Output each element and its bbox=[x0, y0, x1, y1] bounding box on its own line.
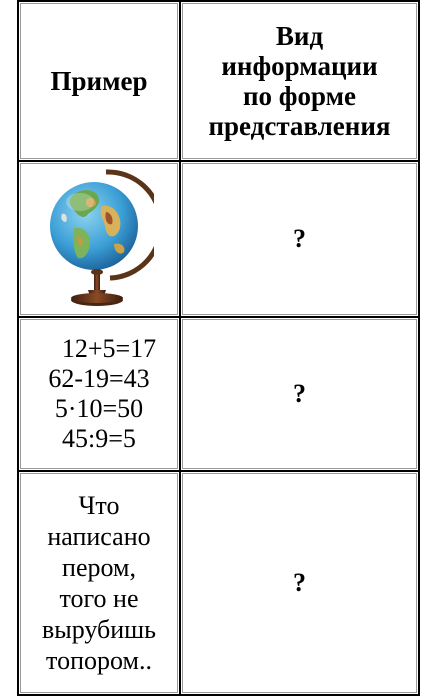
proverb-line: вырубишь bbox=[41, 615, 157, 644]
row-math-example-cell bbox=[17, 316, 181, 472]
header-type-line: представления bbox=[208, 111, 391, 141]
globe-icon bbox=[44, 166, 154, 312]
proverb-line: топором.. bbox=[46, 646, 152, 675]
proverb-line: написано bbox=[47, 522, 151, 551]
proverb-text bbox=[42, 490, 156, 676]
header-example-label: Пример bbox=[50, 66, 148, 96]
row-globe-type-cell bbox=[179, 160, 420, 318]
info-types-table bbox=[17, 0, 420, 696]
proverb-line: Что bbox=[78, 491, 120, 520]
answer-placeholder: ? bbox=[293, 379, 306, 408]
math-line: 45:9=5 bbox=[62, 424, 136, 453]
header-type-line: по форме bbox=[243, 81, 356, 111]
math-examples bbox=[42, 334, 156, 454]
proverb-line: того не bbox=[59, 584, 139, 613]
row-math-type-cell bbox=[179, 316, 420, 472]
math-line: 12+5=17 bbox=[61, 334, 157, 363]
row-proverb-example-cell bbox=[17, 470, 181, 696]
proverb-line: пером, bbox=[62, 553, 136, 582]
header-type-cell bbox=[179, 0, 420, 162]
header-example-cell bbox=[17, 0, 181, 162]
row-proverb-type-cell bbox=[179, 470, 420, 696]
header-type-line: информации bbox=[221, 51, 378, 81]
row-globe-example-cell bbox=[17, 160, 181, 318]
header-type-line: Вид bbox=[275, 21, 324, 51]
math-line: 5·10=50 bbox=[54, 394, 144, 423]
math-line: 62-19=43 bbox=[48, 364, 150, 393]
answer-placeholder: ? bbox=[293, 224, 306, 253]
answer-placeholder: ? bbox=[293, 568, 306, 597]
